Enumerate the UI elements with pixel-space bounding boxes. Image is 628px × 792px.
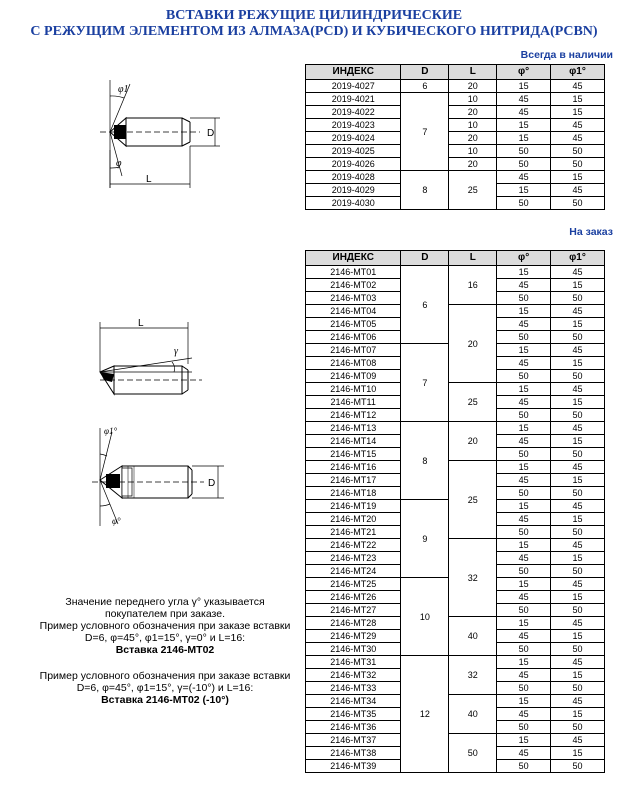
cell-index: 2146-MT27	[306, 604, 401, 617]
phi1-deg-label: φ1°	[104, 426, 118, 436]
table-row	[306, 145, 605, 158]
header-d: D	[401, 65, 449, 80]
cell-phi1: 50	[551, 565, 605, 578]
table-row	[306, 106, 605, 119]
cell-phi: 50	[497, 370, 551, 383]
cell-phi1: 15	[551, 357, 605, 370]
cell-phi1: 50	[551, 158, 605, 171]
cell-phi1: 45	[551, 578, 605, 591]
cell-l: 10	[449, 145, 497, 158]
cell-phi: 15	[497, 734, 551, 747]
cell-phi1: 45	[551, 617, 605, 630]
cell-l: 20	[449, 305, 497, 383]
cell-phi1: 45	[551, 422, 605, 435]
cell-phi: 15	[497, 132, 551, 145]
cell-index: 2146-MT11	[306, 396, 401, 409]
header-phi1: φ1°	[551, 65, 605, 80]
cell-phi1: 50	[551, 526, 605, 539]
cell-phi: 15	[497, 344, 551, 357]
cell-index: 2146-MT12	[306, 409, 401, 422]
table-row	[306, 132, 605, 145]
cell-phi1: 45	[551, 305, 605, 318]
cell-d: 12	[401, 656, 449, 773]
cell-index: 2146-MT06	[306, 331, 401, 344]
cell-phi: 50	[497, 487, 551, 500]
cell-l: 10	[449, 93, 497, 106]
cell-index: 2146-MT14	[306, 435, 401, 448]
cell-index: 2019-4024	[306, 132, 401, 145]
cell-phi1: 50	[551, 721, 605, 734]
cell-index: 2146-MT25	[306, 578, 401, 591]
cell-index: 2146-MT24	[306, 565, 401, 578]
cell-phi1: 15	[551, 106, 605, 119]
cell-phi1: 15	[551, 396, 605, 409]
cell-l: 20	[449, 422, 497, 461]
cell-phi1: 50	[551, 760, 605, 773]
cell-index: 2146-MT28	[306, 617, 401, 630]
cell-index: 2146-MT02	[306, 279, 401, 292]
cell-l: 32	[449, 656, 497, 695]
phi-deg-label: φ°	[112, 516, 121, 526]
cell-index: 2146-MT17	[306, 474, 401, 487]
cell-phi: 50	[497, 145, 551, 158]
cell-phi1: 45	[551, 80, 605, 93]
cell-index: 2146-MT10	[306, 383, 401, 396]
cell-phi: 15	[497, 539, 551, 552]
cell-phi: 15	[497, 656, 551, 669]
cell-index: 2019-4023	[306, 119, 401, 132]
header-phi1: φ1°	[551, 251, 605, 266]
cell-phi: 50	[497, 604, 551, 617]
note-example1-line2: D=6, φ=45°, φ1=15°, γ=0° и L=16:	[84, 632, 246, 644]
table-row	[306, 158, 605, 171]
page-title-line1: ВСТАВКИ РЕЖУЩИЕ ЦИЛИНДРИЧЕСКИЕ	[165, 8, 463, 23]
l-label-side: L	[138, 318, 144, 329]
cell-phi1: 15	[551, 630, 605, 643]
cell-phi: 15	[497, 695, 551, 708]
table-header-row	[306, 251, 605, 266]
cell-phi: 50	[497, 760, 551, 773]
note-gamma-1: Значение переднего угла γ° указывается	[65, 596, 265, 608]
header-d: D	[401, 251, 449, 266]
cell-l: 50	[449, 734, 497, 773]
note-example2-code: Вставка 2146-MT02 (-10°)	[101, 694, 229, 706]
cell-phi1: 15	[551, 435, 605, 448]
cell-index: 2146-MT38	[306, 747, 401, 760]
cell-phi: 50	[497, 448, 551, 461]
insert-drawing-side	[92, 316, 212, 406]
table-row	[306, 461, 605, 474]
cell-index: 2146-MT04	[306, 305, 401, 318]
cell-phi: 15	[497, 578, 551, 591]
cell-phi: 50	[497, 331, 551, 344]
cell-d: 8	[401, 422, 449, 500]
cell-phi1: 50	[551, 145, 605, 158]
header-phi: φ°	[497, 251, 551, 266]
table-row	[306, 119, 605, 132]
cell-phi: 45	[497, 708, 551, 721]
cell-phi1: 50	[551, 197, 605, 210]
table-row	[306, 80, 605, 93]
cell-phi: 45	[497, 435, 551, 448]
cell-phi1: 50	[551, 331, 605, 344]
cell-phi: 45	[497, 747, 551, 760]
cell-d: 7	[401, 93, 449, 171]
cell-phi: 45	[497, 630, 551, 643]
table-row	[306, 171, 605, 184]
cell-phi1: 15	[551, 591, 605, 604]
cell-phi: 50	[497, 292, 551, 305]
cell-phi1: 15	[551, 552, 605, 565]
cell-phi: 50	[497, 409, 551, 422]
cell-d: 10	[401, 578, 449, 656]
l-label: L	[146, 174, 152, 185]
cell-l: 20	[449, 80, 497, 93]
cell-phi: 45	[497, 279, 551, 292]
cell-phi1: 45	[551, 132, 605, 145]
cell-phi1: 50	[551, 409, 605, 422]
table-header-row	[306, 65, 605, 80]
cell-phi1: 15	[551, 474, 605, 487]
cell-index: 2146-MT36	[306, 721, 401, 734]
gamma-label: γ	[174, 346, 178, 357]
cell-phi1: 15	[551, 747, 605, 760]
cell-phi: 45	[497, 591, 551, 604]
cell-index: 2019-4029	[306, 184, 401, 197]
cell-phi1: 50	[551, 448, 605, 461]
cell-index: 2146-MT32	[306, 669, 401, 682]
table-row	[306, 305, 605, 318]
note-gamma-2: покупателем при заказе.	[104, 608, 226, 620]
in-stock-table	[305, 64, 605, 210]
cell-index: 2146-MT35	[306, 708, 401, 721]
table-row	[306, 383, 605, 396]
cell-phi1: 50	[551, 604, 605, 617]
cell-index: 2146-MT34	[306, 695, 401, 708]
cell-phi1: 45	[551, 344, 605, 357]
cell-index: 2146-MT22	[306, 539, 401, 552]
d-label-plan: D	[208, 478, 216, 489]
header-index: ИНДЕКС	[306, 65, 401, 80]
cell-phi: 50	[497, 682, 551, 695]
cell-phi: 45	[497, 357, 551, 370]
cell-phi1: 50	[551, 292, 605, 305]
table-row	[306, 266, 605, 279]
on-order-table	[305, 250, 605, 773]
cell-d: 6	[401, 266, 449, 344]
cell-phi1: 15	[551, 669, 605, 682]
cell-phi: 45	[497, 318, 551, 331]
cell-phi: 15	[497, 461, 551, 474]
cell-index: 2146-MT07	[306, 344, 401, 357]
cell-index: 2146-MT33	[306, 682, 401, 695]
cell-phi1: 45	[551, 500, 605, 513]
cell-d: 8	[401, 171, 449, 210]
cell-index: 2146-MT20	[306, 513, 401, 526]
cell-phi: 45	[497, 513, 551, 526]
cell-phi1: 45	[551, 119, 605, 132]
cell-phi: 50	[497, 565, 551, 578]
cell-phi1: 45	[551, 184, 605, 197]
cell-phi: 15	[497, 383, 551, 396]
cell-phi1: 45	[551, 461, 605, 474]
cell-index: 2146-MT15	[306, 448, 401, 461]
cell-phi: 45	[497, 93, 551, 106]
cell-phi: 15	[497, 80, 551, 93]
cell-l: 20	[449, 158, 497, 171]
cell-d: 9	[401, 500, 449, 578]
cell-l: 32	[449, 539, 497, 617]
header-index: ИНДЕКС	[306, 251, 401, 266]
table-row	[306, 695, 605, 708]
cell-l: 25	[449, 383, 497, 422]
cell-l: 40	[449, 617, 497, 656]
cell-index: 2146-MT16	[306, 461, 401, 474]
cell-index: 2146-MT29	[306, 630, 401, 643]
table-row	[306, 617, 605, 630]
cell-phi: 45	[497, 474, 551, 487]
note-example2-line2: D=6, φ=45°, φ1=15°, γ=(-10°) и L=16:	[76, 682, 254, 694]
cell-phi: 45	[497, 106, 551, 119]
cell-l: 25	[449, 171, 497, 210]
cell-phi1: 45	[551, 383, 605, 396]
header-phi: φ°	[497, 65, 551, 80]
cell-index: 2146-MT31	[306, 656, 401, 669]
cell-l: 16	[449, 266, 497, 305]
cell-phi1: 50	[551, 682, 605, 695]
cell-index: 2146-MT03	[306, 292, 401, 305]
cell-phi: 45	[497, 552, 551, 565]
cell-index: 2146-MT01	[306, 266, 401, 279]
cell-d: 7	[401, 344, 449, 422]
cell-index: 2146-MT05	[306, 318, 401, 331]
cell-phi: 50	[497, 643, 551, 656]
table-row	[306, 422, 605, 435]
table-row	[306, 656, 605, 669]
cell-index: 2146-MT30	[306, 643, 401, 656]
cell-index: 2019-4021	[306, 93, 401, 106]
cell-index: 2019-4026	[306, 158, 401, 171]
cell-d: 6	[401, 80, 449, 93]
cell-phi: 50	[497, 721, 551, 734]
cell-phi1: 15	[551, 171, 605, 184]
cell-l: 20	[449, 132, 497, 145]
cell-index: 2019-4030	[306, 197, 401, 210]
header-l: L	[449, 251, 497, 266]
cell-phi: 15	[497, 617, 551, 630]
cell-phi1: 45	[551, 734, 605, 747]
cell-index: 2146-MT21	[306, 526, 401, 539]
cell-phi1: 45	[551, 656, 605, 669]
cell-index: 2146-MT23	[306, 552, 401, 565]
in-stock-label: Всегда в наличии	[520, 49, 613, 61]
cell-phi1: 45	[551, 695, 605, 708]
phi-label: φ	[116, 158, 122, 169]
cell-index: 2146-MT09	[306, 370, 401, 383]
cell-phi: 45	[497, 396, 551, 409]
cell-index: 2146-MT39	[306, 760, 401, 773]
cell-index: 2146-MT19	[306, 500, 401, 513]
table-row	[306, 734, 605, 747]
cell-index: 2146-MT18	[306, 487, 401, 500]
cell-phi1: 15	[551, 513, 605, 526]
cell-l: 20	[449, 106, 497, 119]
header-l: L	[449, 65, 497, 80]
page-title-line2: С РЕЖУЩИМ ЭЛЕМЕНТОМ ИЗ АЛМАЗА(PCD) И КУБИЧЕСКОГО НИТРИДА(PCBN)	[30, 24, 598, 39]
d-label: D	[207, 128, 215, 139]
note-example2-line1: Пример условного обозначения при заказе вставки	[39, 670, 291, 682]
cell-index: 2019-4027	[306, 80, 401, 93]
cell-phi: 15	[497, 422, 551, 435]
phi1-label: φ1	[118, 84, 129, 95]
cell-index: 2146-MT26	[306, 591, 401, 604]
cell-index: 2146-MT08	[306, 357, 401, 370]
cell-phi1: 50	[551, 370, 605, 383]
cell-phi: 50	[497, 197, 551, 210]
note-example1-line1: Пример условного обозначения при заказе вставки	[39, 620, 291, 632]
cell-phi1: 45	[551, 266, 605, 279]
cell-l: 10	[449, 119, 497, 132]
cell-phi1: 15	[551, 708, 605, 721]
cell-phi1: 15	[551, 279, 605, 292]
cell-phi: 15	[497, 500, 551, 513]
cell-phi1: 15	[551, 93, 605, 106]
cell-index: 2146-MT37	[306, 734, 401, 747]
cell-phi: 15	[497, 119, 551, 132]
cell-index: 2146-MT13	[306, 422, 401, 435]
cell-index: 2019-4022	[306, 106, 401, 119]
on-order-label: На заказ	[569, 226, 613, 238]
insert-drawing-top	[90, 70, 290, 190]
note-example1-code: Вставка 2146-MT02	[115, 644, 215, 656]
cell-l: 25	[449, 461, 497, 539]
cell-phi1: 50	[551, 487, 605, 500]
cell-phi: 15	[497, 305, 551, 318]
cell-phi: 15	[497, 266, 551, 279]
table-row	[306, 539, 605, 552]
cell-index: 2019-4025	[306, 145, 401, 158]
cell-phi: 15	[497, 184, 551, 197]
table-row	[306, 93, 605, 106]
insert-drawing-plan	[92, 420, 232, 530]
cell-l: 40	[449, 695, 497, 734]
cell-phi1: 50	[551, 643, 605, 656]
cell-index: 2019-4028	[306, 171, 401, 184]
cell-phi1: 45	[551, 539, 605, 552]
cell-phi1: 15	[551, 318, 605, 331]
cell-phi: 50	[497, 526, 551, 539]
cell-phi: 45	[497, 669, 551, 682]
cell-phi: 45	[497, 171, 551, 184]
cell-phi: 50	[497, 158, 551, 171]
